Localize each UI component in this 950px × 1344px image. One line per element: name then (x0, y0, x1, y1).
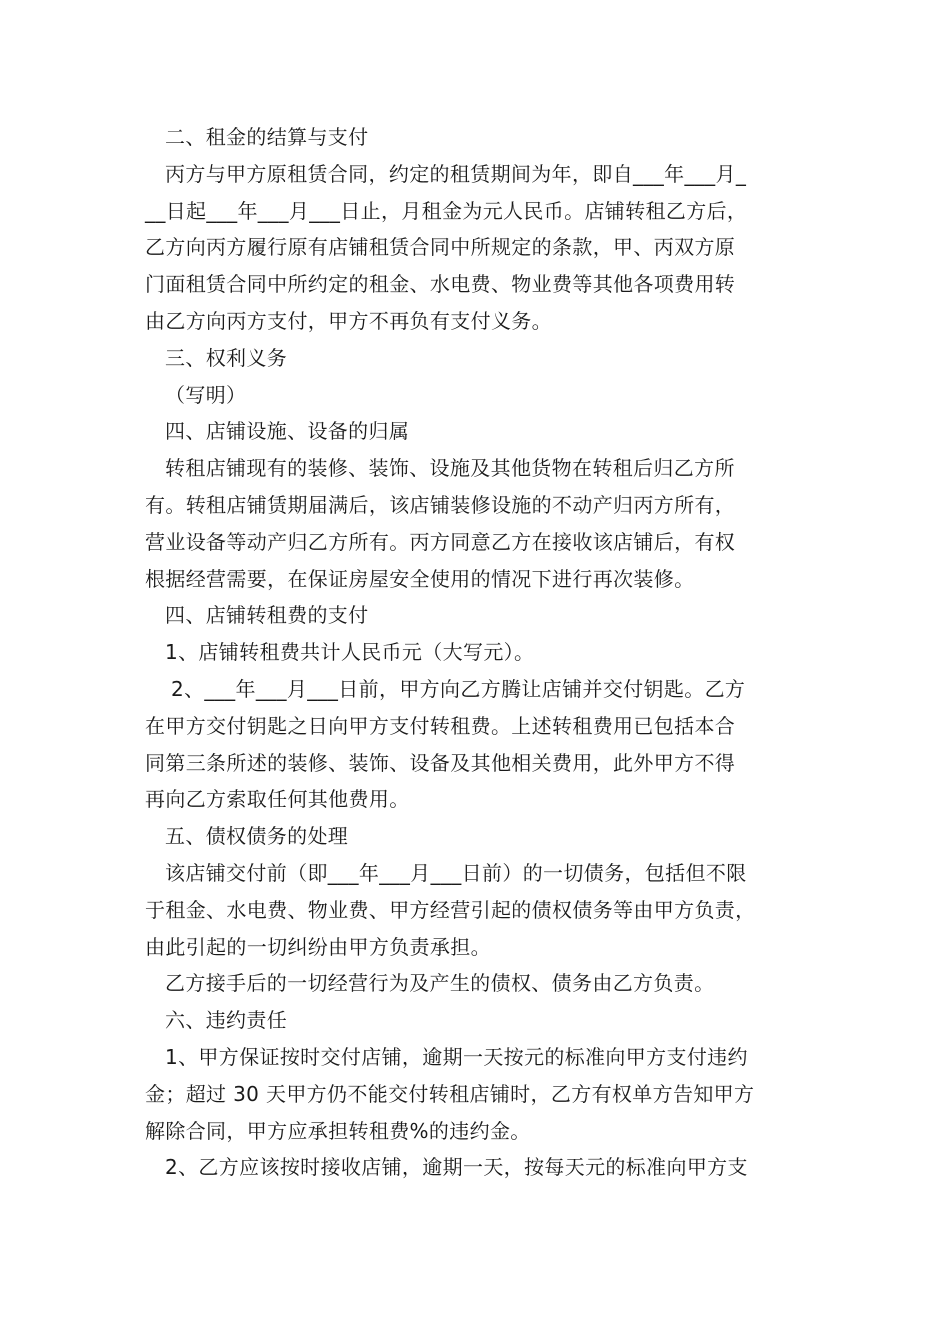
paragraph-line: 由乙方向丙方支付，甲方不再负有支付义务。 (145, 308, 552, 333)
paragraph-line: 根据经营需要，在保证房屋安全使用的情况下进行再次装修。 (145, 566, 695, 591)
paragraph-line: 同第三条所述的装修、装饰、设备及其他相关费用，此外甲方不得 (145, 750, 736, 775)
section-heading-rent-settlement: 二、租金的结算与支付 (165, 125, 369, 149)
paragraph-line: 1、甲方保证按时交付店铺，逾期一天按元的标准向甲方支付违约 (165, 1044, 748, 1069)
paragraph-line: 转租店铺现有的装修、装饰、设施及其他货物在转租后归乙方所 (165, 456, 735, 481)
paragraph-line: （写明） (165, 382, 247, 407)
paragraph-line: 1、店铺转租费共计人民币元（大写元）。 (165, 640, 535, 665)
paragraph-line: 丙方与甲方原租赁合同，约定的租赁期间为年，即自___年___月_ (165, 161, 747, 186)
paragraph-line: 于租金、水电费、物业费、甲方经营引起的债权债务等由甲方负责， (145, 897, 756, 922)
paragraph-line: 该店铺交付前（即___年___月___日前）的一切债务，包括但不限 (165, 860, 747, 885)
section-heading-facilities-ownership: 四、店铺设施、设备的归属 (165, 419, 410, 444)
section-heading-breach-liability: 六、违约责任 (165, 1008, 288, 1033)
paragraph-line: 由此引起的一切纠纷由甲方负责承担。 (145, 934, 491, 959)
paragraph-line: 乙方向丙方履行原有店铺租赁合同中所规定的条款，甲、丙双方原 (145, 235, 736, 260)
paragraph-line: 再向乙方索取任何其他费用。 (145, 787, 410, 812)
paragraph-line: 2、___年___月___日前，甲方向乙方腾让店铺并交付钥匙。乙方 (171, 676, 746, 701)
section-heading-debts: 五、债权债务的处理 (165, 824, 349, 849)
paragraph-line: 解除合同，甲方应承担转租费%的违约金。 (145, 1118, 531, 1143)
paragraph-line: 金；超过 30 天甲方仍不能交付转租店铺时，乙方有权单方告知甲方 (145, 1081, 755, 1106)
section-heading-transfer-fee: 四、店铺转租费的支付 (165, 603, 369, 628)
paragraph-line: 在甲方交付钥匙之日向甲方支付转租费。上述转租费用已包括本合 (145, 713, 736, 738)
section-heading-rights-obligations: 三、权利义务 (165, 345, 288, 370)
paragraph-line: 乙方接手后的一切经营行为及产生的债权、债务由乙方负责。 (165, 971, 715, 996)
paragraph-line: __日起___年___月___日止，月租金为元人民币。店铺转租乙方后， (145, 198, 748, 223)
paragraph-line: 有。转租店铺赁期届满后，该店铺装修设施的不动产归丙方所有， (145, 492, 736, 517)
document-body (145, 119, 820, 1186)
paragraph-line: 营业设备等动产归乙方所有。丙方同意乙方在接收该店铺后，有权 (145, 529, 736, 554)
paragraph-line: 门面租赁合同中所约定的租金、水电费、物业费等其他各项费用转 (145, 272, 736, 297)
paragraph-line: 2、乙方应该按时接收店铺，逾期一天，按每天元的标准向甲方支 (165, 1155, 748, 1180)
